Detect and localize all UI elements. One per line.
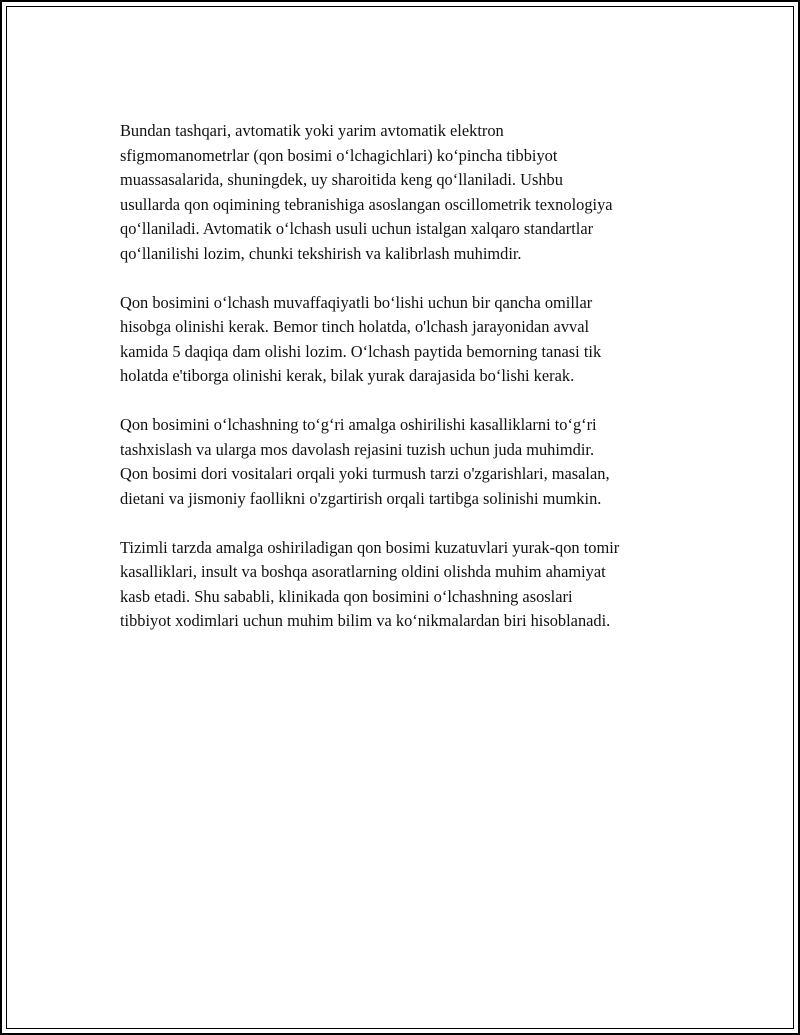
paragraph-line: Qon bosimini o‘lchashning to‘g‘ri amalga oshirilishi kasalliklarni to‘g‘ri [120,415,597,434]
paragraph-line: Qon bosimi dori vositalari orqali yoki turmush tarzi o'zgarishlari, masalan, [120,464,610,483]
paragraph-2 [120,291,700,389]
paragraph-line: kasalliklari, insult va boshqa asoratlarning oldini olishda muhim ahamiyat [120,562,606,581]
paragraph-line: qo‘llaniladi. Avtomatik o‘lchash usuli uchun istalgan xalqaro standartlar [120,219,594,238]
paragraph-line: Tizimli tarzda amalga oshiriladigan qon bosimi kuzatuvlari yurak-qon tomir [120,537,620,557]
paragraph-4 [120,536,700,634]
paragraph-line: hisobga olinishi kerak. Bemor tinch holatda, o'lchash jarayonidan avval [120,317,590,336]
paragraph-line: Bundan tashqari, avtomatik yoki yarim avtomatik elektron [120,121,504,140]
paragraph-line: Qon bosimini o‘lchash muvaffaqiyatli bo‘lishi uchun bir qancha omillar [120,292,593,312]
paragraph-3 [120,413,700,511]
document-body [120,119,700,658]
paragraph-line: qo‘llanilishi lozim, chunki tekshirish va kalibrlash muhimdir. [120,243,522,263]
paragraph-line: tibbiyot xodimlari uchun muhim bilim va ko‘nikmalardan biri hisoblanadi. [120,611,611,630]
paragraph-line: kamida 5 daqiqa dam olishi lozim. O‘lchash paytida bemorning tanasi tik [120,341,602,361]
paragraph-line: muassasalarida, shuningdek, uy sharoitida keng qo‘llaniladi. Ushbu [120,170,563,189]
paragraph-1 [120,119,700,266]
paragraph-line: usullarda qon oqimining tebranishiga asoslangan oscillometrik texnologiya [120,194,613,214]
paragraph-line: sfigmomanometrlar (qon bosimi o‘lchagichlari) ko‘pincha tibbiyot [120,145,558,165]
paragraph-line: kasb etadi. Shu sababli, klinikada qon bosimini o‘lchashning asoslari [120,586,573,606]
paragraph-line: dietani va jismoniy faollikni o'zgartirish orqali tartibga solinishi mumkin. [120,488,602,508]
paragraph-line: holatda e'tiborga olinishi kerak, bilak yurak darajasida bo‘lishi kerak. [120,366,575,385]
paragraph-line: tashxislash va ularga mos davolash rejasini tuzish uchun juda muhimdir. [120,439,595,459]
